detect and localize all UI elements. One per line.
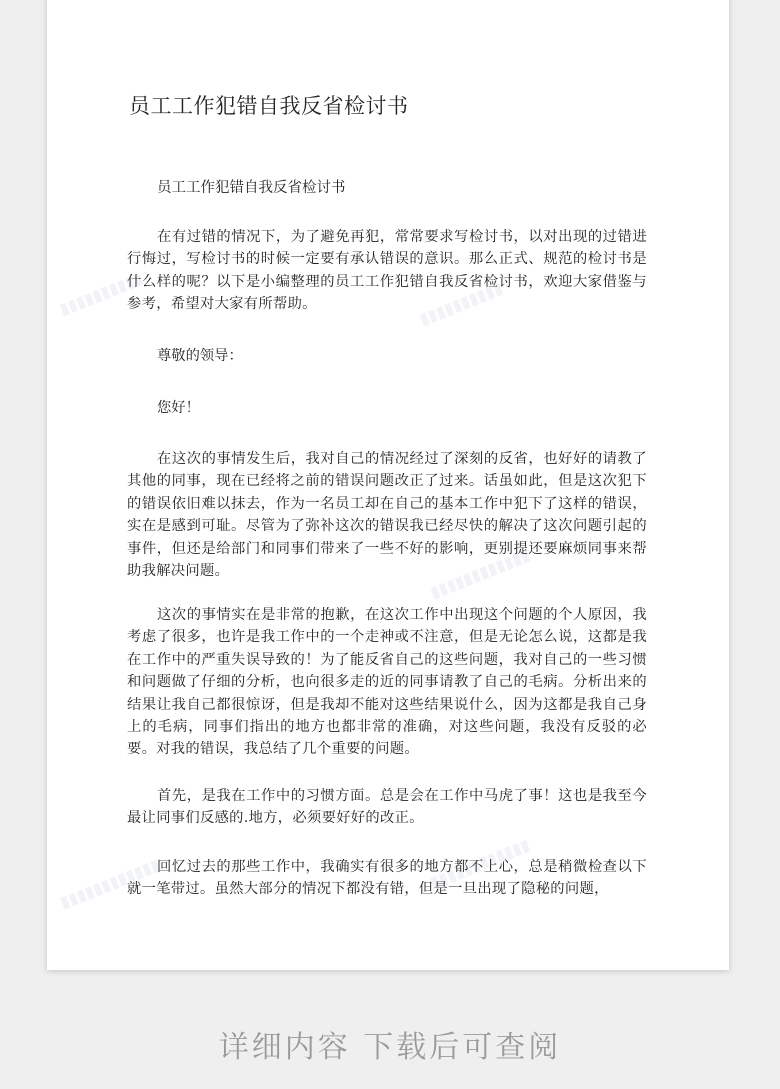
watermark-mark: ▮▮▮▮▮▮▮▮▮▮▮▮ [427, 544, 533, 603]
salutation: 尊敬的领导： [157, 348, 243, 364]
greeting: 您好！ [157, 400, 200, 416]
watermark-mark: ▮▮▮▮▮▮▮▮▮▮▮▮ [427, 834, 533, 893]
document-title: 员工工作犯错自我反省检讨书 [129, 94, 409, 118]
document-page [47, 0, 729, 970]
body-paragraph-1: 在这次的事情发生后，我对自己的情况经过了深刻的反省，也好好的请教了其他的同事，现在已经将之前的错误问题改正了过来。话虽如此，但是这次犯下的错误依旧难以抹去，作为一名员工却在自己的基本工作中犯下了这样的错误，实在是感到可耻。尽管为了弥补这次的错误我已经尽快的解决了这次问题引起的事件，但还是给部门和同事们带来了一些不好的影响，更别提还要麻烦同事来帮助我解决问题。 [127, 451, 647, 580]
body-paragraph-2: 这次的事情实在是非常的抱歉，在这次工作中出现这个问题的个人原因，我考虑了很多，也许是我工作中的一个走神或不注意，但是无论怎么说，这都是我在工作中的严重失误导致的！为了能反省自己的这些问题，我对自己的一些习惯和问题做了仔细的分析，也向很多走的近的同事请教了自己的毛病。分析出来的结果让我自己都很惊讶，但是我却不能对这些结果说什么，因为这都是我自己身上的毛病，同事们指出的地方也都非常的准确，对这些问题，我没有反驳的必要。对我的错误，我总结了几个重要的问题。 [127, 607, 647, 758]
watermark-mark: ▮▮▮▮▮▮▮▮▮▮ [416, 278, 506, 329]
body-paragraph-4: 回忆过去的那些工作中，我确实有很多的地方都不上心，总是稍微检查以下就一笔带过。虽然大部分的情况下都没有错，但是一旦出现了隐秘的问题， [127, 859, 647, 898]
intro-paragraph: 在有过错的情况下，为了避免再犯，常常要求写检讨书，以对出现的过错进行悔过，写检讨书的时候一定要有承认错误的意识。那么正式、规范的检讨书是什么样的呢？以下是小编整理的员工工作犯错自我反省检讨书，欢迎大家借鉴与参考，希望对大家有所帮助。 [127, 229, 647, 313]
body-paragraph-3: 首先，是我在工作中的习惯方面。总是会在工作中马虎了事！这也是我至今最让同事们反感的.地方，必须要好好的改正。 [127, 788, 647, 827]
watermark-mark: ▮▮▮▮▮▮▮▮▮▮ [56, 268, 146, 319]
watermark-mark: ▮▮▮▮▮▮▮▮▮▮▮▮ [57, 854, 163, 913]
document-subtitle: 员工工作犯错自我反省检讨书 [157, 180, 346, 196]
download-hint[interactable]: 详细内容 下载后可查阅 [218, 1030, 562, 1065]
